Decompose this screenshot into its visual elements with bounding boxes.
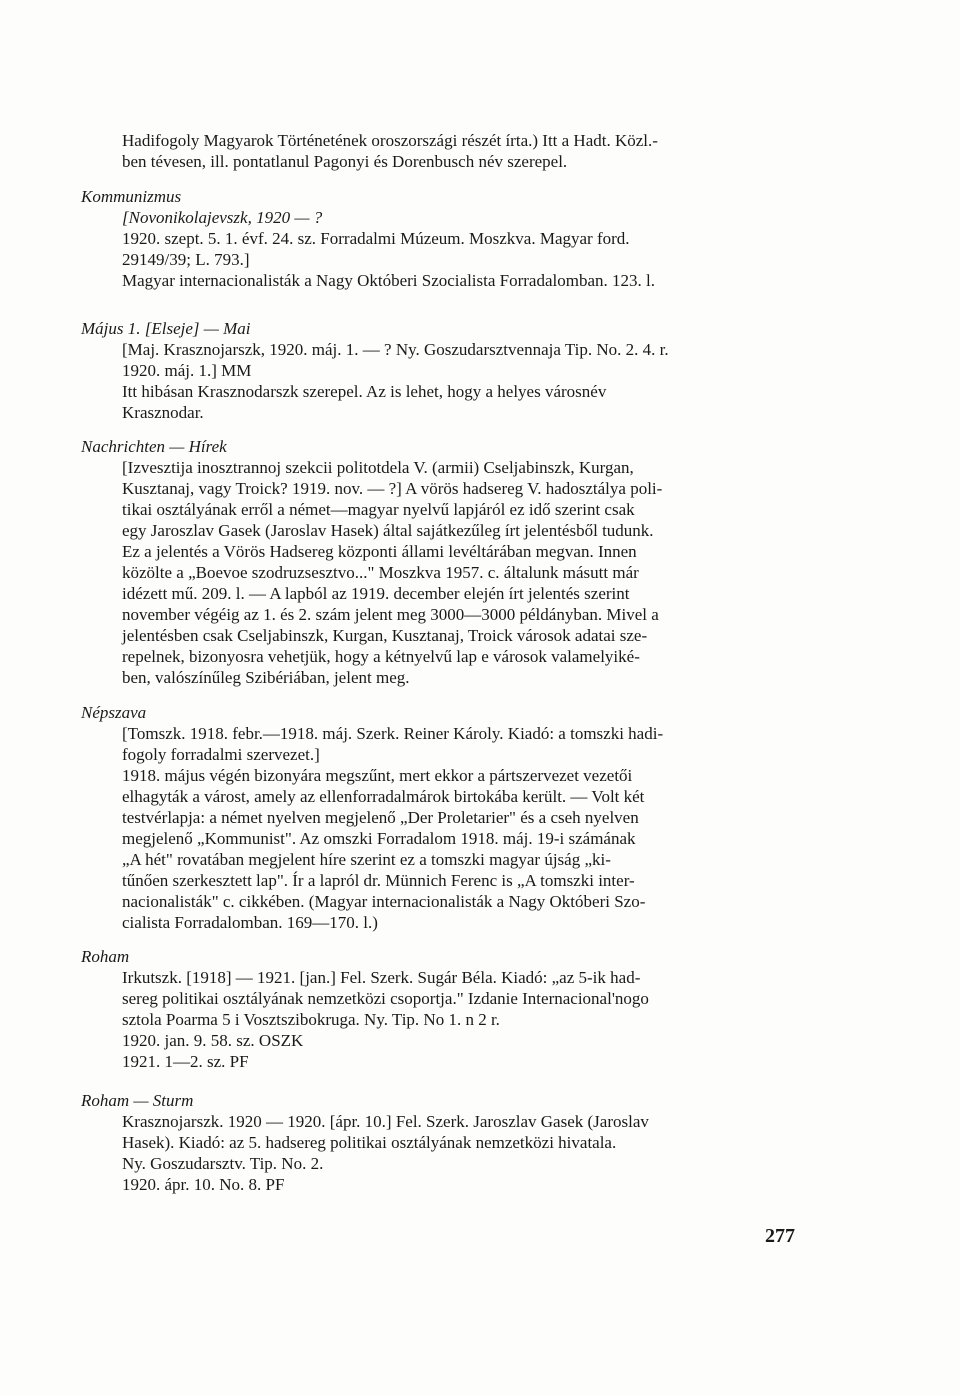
entry-line: Irkutszk. [1918] — 1921. [jan.] Fel. Szerk. Sugár Béla. Kiadó: „az 5-ik had- <box>122 968 641 987</box>
entry-line: megjelenő „Kommunist". Az omszki Forradalom 1918. máj. 19-i számának <box>122 829 636 848</box>
entry-line: Ny. Goszudarsztv. Tip. No. 2. <box>122 1154 324 1173</box>
page-number: 277 <box>765 1225 795 1247</box>
entry-line: [Tomszk. 1918. febr.—1918. máj. Szerk. Reiner Károly. Kiadó: a tomszki hadi- <box>122 724 664 743</box>
entry-line: 1920. jan. 9. 58. sz. OSZK <box>122 1031 304 1050</box>
entry-heading: Kommunizmus <box>81 187 182 206</box>
intro-line: Hadifogoly Magyarok Történetének oroszországi részét írta.) Itt a Hadt. Közl.- <box>122 131 658 150</box>
entry-line: 1920. szept. 5. 1. évf. 24. sz. Forradalmi Múzeum. Moszkva. Magyar ford. <box>122 229 630 248</box>
entry-line: Magyar internacionalisták a Nagy Októberi Szocialista Forradalomban. 123. l. <box>122 271 655 290</box>
entry-line: Hasek). Kiadó: az 5. hadsereg politikai osztályának nemzetközi hivatala. <box>122 1133 617 1152</box>
entry-line: közölte a „Boevoe szodruzsesztvo..." Moszkva 1957. c. általunk másutt már <box>122 563 639 582</box>
entry-roham <box>81 946 801 1072</box>
entry-line: „A hét" rovatában megjelent híre szerint ez a tomszki magyar újság „ki- <box>122 850 611 869</box>
entry-line: jelentésben csak Cseljabinszk, Kurgan, Kusztanaj, Troick városok adatai sze- <box>122 626 648 645</box>
entry-line: sereg politikai osztályának nemzetközi csoportja." Izdanie Internacional'nogo <box>122 989 649 1008</box>
entry-nepszava <box>81 702 801 933</box>
entry-line: Krasznodar. <box>122 403 204 422</box>
entry-nachrichten <box>81 436 801 688</box>
entry-line: november végéig az 1. és 2. szám jelent meg 3000—3000 példányban. Mivel a <box>122 605 659 624</box>
entry-line: sztola Poarma 5 i Vosztszibokruga. Ny. Tip. No 1. n 2 r. <box>122 1010 500 1029</box>
entry-heading: Népszava <box>81 703 147 722</box>
entry-line: nacionalisták" c. cikkében. (Magyar internacionalisták a Nagy Októberi Szo- <box>122 892 646 911</box>
entry-line: tűnően szerkesztett lap". Ír a lapról dr. Münnich Ferenc is „A tomszki inter- <box>122 871 635 890</box>
entry-line: elhagyták a várost, amely az ellenforradalmárok birtokába került. — Volt két <box>122 787 645 806</box>
entry-line: repelnek, bizonyosra vehetjük, hogy a kétnyelvű lap e városok valamelyiké- <box>122 647 640 666</box>
entry-line: tikai osztályának erről a német—magyar nyelvű lapjáról ez idő szerint csak <box>122 500 635 519</box>
entry-line: 1920. máj. 1.] MM <box>122 361 252 380</box>
entry-line: Ez a jelentés a Vörös Hadsereg központi állami levéltárában megvan. Innen <box>122 542 637 561</box>
entry-line: Kusztanaj, vagy Troick? 1919. nov. — ?] A vörös hadsereg V. hadosztálya poli- <box>122 479 663 498</box>
entry-roham-sturm <box>81 1090 801 1195</box>
entry-line: egy Jaroszlav Gasek (Jaroslav Hasek) által sajátkezűleg írt jelentésből tudunk. <box>122 521 654 540</box>
intro-line: ben tévesen, ill. pontatlanul Pagonyi és Dorenbusch név szerepel. <box>122 152 568 171</box>
entry-line: cialista Forradalomban. 169—170. l.) <box>122 913 378 932</box>
entry-line: 29149/39; L. 793.] <box>122 250 250 269</box>
entry-kommunizmus <box>81 186 801 291</box>
entry-line: testvérlapja: a német nyelven megjelenő „Der Proletarier" és a cseh nyelven <box>122 808 639 827</box>
entry-majus-1 <box>81 318 801 423</box>
entry-line: idézett mű. 209. l. — A lapból az 1919. december elején írt jelentés szerint <box>122 584 630 603</box>
entry-line: Itt hibásan Krasznodarszk szerepel. Az is lehet, hogy a helyes városnév <box>122 382 607 401</box>
entry-line: fogoly forradalmi szervezet.] <box>122 745 320 764</box>
entry-line: [Izvesztija inosztrannoj szekcii politotdela V. (armii) Cseljabinszk, Kurgan, <box>122 458 634 477</box>
intro-paragraph <box>122 130 812 172</box>
entry-line: 1918. május végén bizonyára megszűnt, mert ekkor a pártszervezet vezetői <box>122 766 633 785</box>
entry-heading: Roham — Sturm <box>81 1091 194 1110</box>
entry-line: Krasznojarszk. 1920 — 1920. [ápr. 10.] Fel. Szerk. Jaroszlav Gasek (Jaroslav <box>122 1112 649 1131</box>
entry-heading: Roham <box>81 947 130 966</box>
entry-line: 1921. 1—2. sz. PF <box>122 1052 249 1071</box>
entry-line: [Novonikolajevszk, 1920 — ? <box>122 208 323 227</box>
entry-heading: Nachrichten — Hírek <box>81 437 227 456</box>
entry-line: ben, valószínűleg Szibériában, jelent meg. <box>122 668 410 687</box>
entry-heading: Május 1. [Elseje] — Mai <box>81 319 251 338</box>
entry-line: 1920. ápr. 10. No. 8. PF <box>122 1175 285 1194</box>
entry-line: [Maj. Krasznojarszk, 1920. máj. 1. — ? Ny. Goszudarsztvennaja Tip. No. 2. 4. r. <box>122 340 669 359</box>
